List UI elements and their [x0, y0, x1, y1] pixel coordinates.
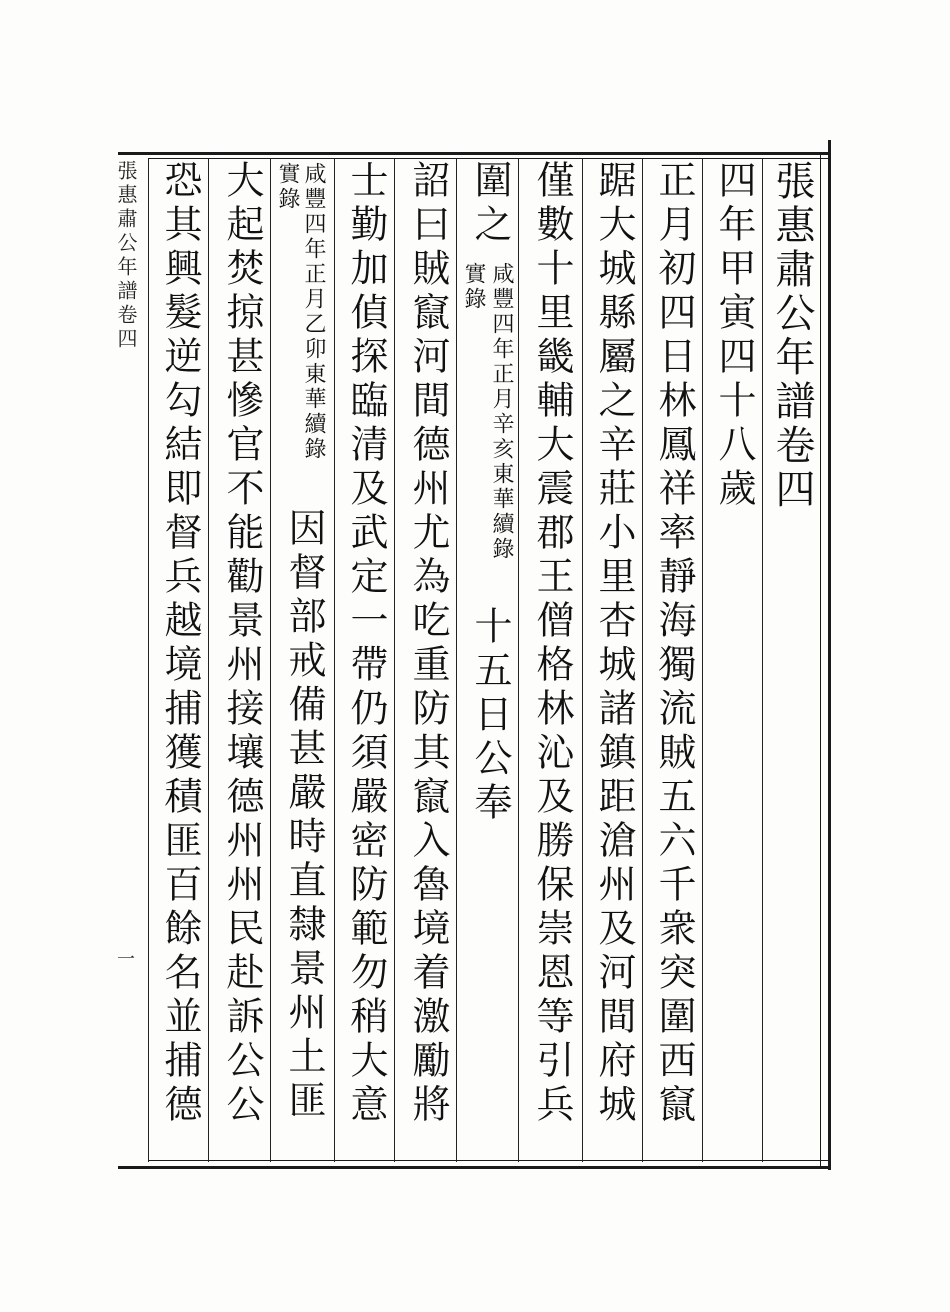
column-rule — [642, 158, 643, 1162]
page-number: 一 — [117, 949, 135, 970]
column-rule — [334, 158, 335, 1162]
frame-right-border — [828, 140, 831, 1170]
column-rule — [762, 158, 763, 1162]
column-rule — [208, 158, 209, 1162]
text-column-7-continuation: 因督部戒備甚嚴時直隸景州土匪 — [282, 508, 326, 1124]
margin-title: 張惠肅公年譜卷四 — [114, 160, 138, 352]
year-heading: 四年甲寅四十八歲 — [712, 160, 756, 512]
text-column-8: 大起焚掠甚慘官不能勸景州接壤德州州民赴訴公公 — [220, 160, 264, 1128]
annotation-note-sub: 實錄 — [461, 262, 486, 312]
column-rule — [270, 158, 271, 1162]
annotation-note: 咸豐四年正月辛亥東華續錄 — [489, 262, 514, 562]
frame-top-inner-border — [148, 158, 830, 159]
annotation-note: 咸豐四年正月乙卯東華續錄 — [301, 162, 326, 462]
page-title: 張惠肅公年譜卷四 — [769, 160, 815, 512]
text-column-3: 僅數十里畿輔大震郡王僧格林沁及勝保崇恩等引兵 — [530, 160, 574, 1128]
text-column-2: 踞大城縣屬之辛莊小里杏城諸鎮距滄州及河間府城 — [592, 160, 636, 1128]
frame-bottom-inner-border — [148, 1160, 830, 1161]
text-column-4-continuation: 十五日公奉 — [468, 606, 512, 826]
frame-bottom-border — [118, 1166, 830, 1169]
frame-right-inner-border — [820, 152, 821, 1168]
annotation-note-sub: 實錄 — [275, 162, 300, 212]
text-column-1: 正月初四日林鳳祥率靜海獨流賊五六千衆突圍西竄 — [652, 160, 696, 1128]
column-rule — [518, 158, 519, 1162]
text-column-9: 恐其興髮逆勾結即督兵越境捕獲積匪百餘名並捕德 — [158, 160, 202, 1128]
text-column-5: 詔曰賊竄河間德州尤為吃重防其竄入魯境着激勵將 — [406, 160, 450, 1128]
column-rule — [394, 158, 395, 1162]
frame-top-border — [118, 152, 830, 155]
column-rule — [702, 158, 703, 1162]
column-rule — [456, 158, 457, 1162]
column-rule — [148, 158, 149, 1162]
text-column-4: 圍之 — [468, 160, 512, 248]
text-column-6: 士勤加偵探臨清及武定一帶仍須嚴密防範勿稍大意 — [344, 160, 388, 1128]
column-rule — [582, 158, 583, 1162]
